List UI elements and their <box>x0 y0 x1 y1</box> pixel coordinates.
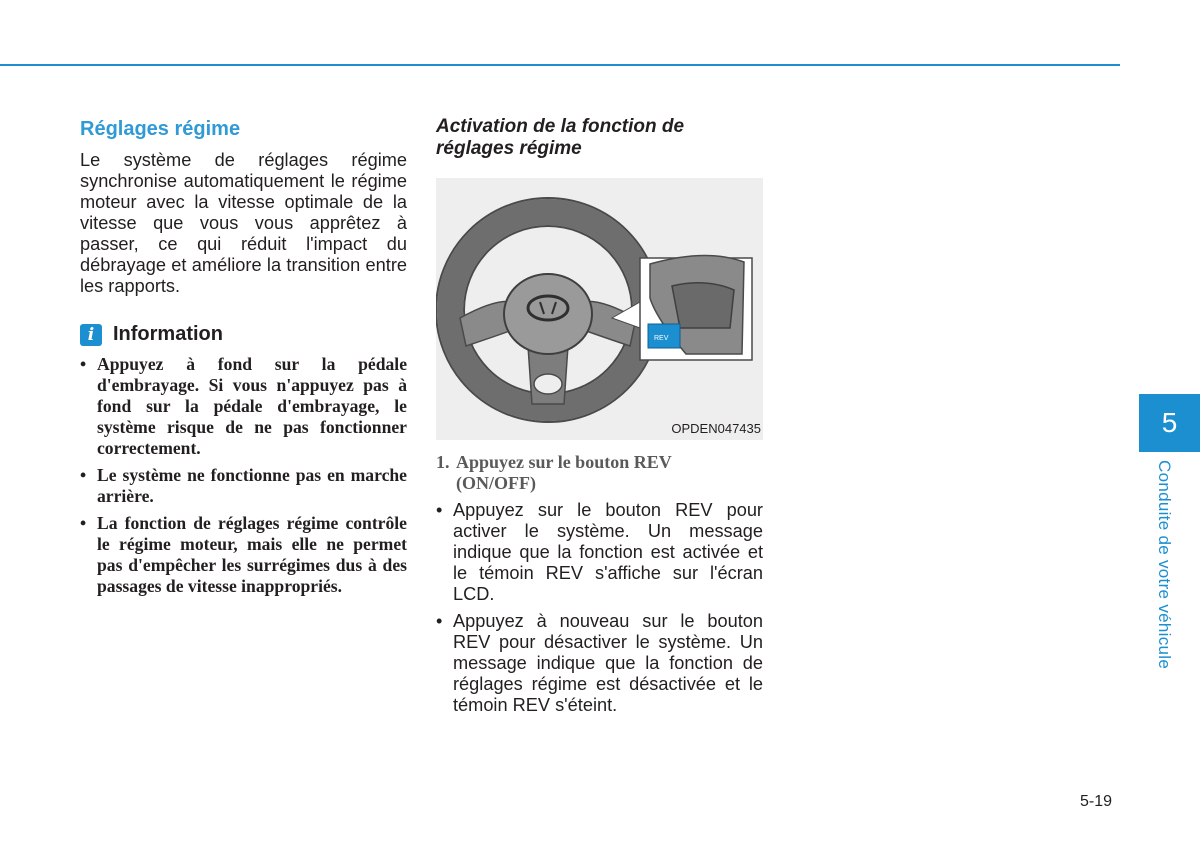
step-text-cont: (ON/OFF) <box>456 473 536 493</box>
information-icon: i <box>80 324 102 346</box>
chapter-tab: 5 <box>1139 394 1200 452</box>
activation-bullet: • Appuyez sur le bouton REV pour activer le système. Un message indique que la fonction est activée et le témoin REV s'affiche sur l'écran LCD. <box>436 500 763 605</box>
step-text: Appuyez sur le bouton REV <box>456 452 672 472</box>
activation-bullets <box>436 500 763 716</box>
info-item: • La fonction de réglages régime contrôle le régime moteur, mais elle ne permet pas d'empêcher les surrégimes dus à des passages de vitesse inappropriés. <box>80 513 407 597</box>
left-column <box>80 116 407 603</box>
right-column <box>436 116 763 722</box>
info-item: • Le système ne fonctionne pas en marche arrière. <box>80 465 407 507</box>
wheel-hub <box>504 274 592 354</box>
section-title: Réglages régime <box>80 118 241 140</box>
steering-wheel-figure <box>436 178 763 440</box>
rev-button-label: REV <box>654 335 669 342</box>
page-number: 5-19 <box>1080 793 1113 810</box>
info-header <box>80 323 407 346</box>
activation-title: Activation de la fonction de réglages régime <box>436 116 685 159</box>
step-number: 1. <box>436 452 450 472</box>
info-item: • Appuyez à fond sur la pédale d'embrayage. Si vous n'appuyez pas à fond sur la pédale d'embrayage, le système risque de ne pas fonctionner correctement. <box>80 354 407 459</box>
info-list <box>80 354 407 597</box>
steering-wheel-illustration <box>436 178 763 440</box>
info-title: Information <box>113 323 223 345</box>
chapter-label: Conduite de votre véhicule <box>1155 460 1174 670</box>
figure-code: OPDEN047435 <box>671 421 761 436</box>
activation-bullet: • Appuyez à nouveau sur le bouton REV pour désactiver le système. Un message indique que la fonction de réglages régime est désactivée et le témoin REV s'éteint. <box>436 611 763 716</box>
top-rule <box>0 64 1120 66</box>
step-1 <box>436 452 763 494</box>
section-intro: Le système de réglages régime synchronise automatiquement le régime moteur avec la vitesse optimale de la vitesse que vous vous apprêtez à passer, ce qui réduit l'impact du débrayage et améliore la transition entre les rapports. <box>80 150 407 296</box>
